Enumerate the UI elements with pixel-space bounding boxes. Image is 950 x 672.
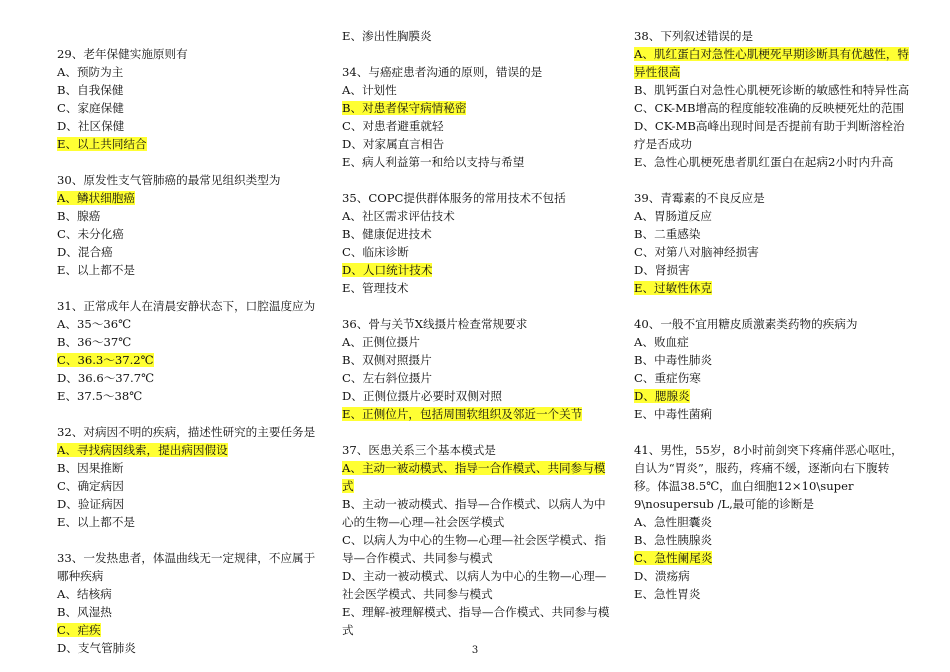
option-d: D、对家属直言相告 [342,137,445,151]
option-c: C、家庭保健 [57,101,124,115]
option-c: C、CK-MB增高的程度能较准确的反映梗死灶的范围 [634,101,905,115]
option-e: E、以上都不是 [57,263,136,277]
option-e: E、37.5～38℃ [57,389,143,403]
question-title: 38、下列叙述错误的是 [634,29,754,43]
option-a: A、急性胆囊炎 [634,515,712,529]
option-b: B、二重感染 [634,227,701,241]
question-41 [634,441,912,603]
option-e-answer [57,135,319,153]
question-31 [57,297,319,405]
answer-highlight: D、腮腺炎 [634,389,690,403]
option-c-answer [57,621,319,639]
option-b: B、腺癌 [57,209,101,223]
option-e: E、急性心肌梗死患者肌红蛋白在起病2小时内升高 [634,155,894,169]
option-d: D、社区保健 [57,119,125,133]
question-37 [342,441,617,639]
option-a-answer [634,45,912,81]
option-b: B、自我保健 [57,83,124,97]
question-title: 40、一般不宜用糖皮质激素类药物的疾病为 [634,317,858,331]
question-34 [342,63,617,171]
option-b: B、36～37℃ [57,335,132,349]
answer-highlight: A、肌红蛋白对急性心肌梗死早期诊断具有优越性，特异性很高 [634,47,910,79]
answer-highlight: C、36.3～37.2℃ [57,353,154,367]
option-c: C、重症伤寒 [634,371,701,385]
option-a: A、社区需求评估技术 [342,209,455,223]
option-d-answer [634,387,912,405]
option-d: D、混合癌 [57,245,113,259]
option-e: E、渗出性胸膜炎 [342,29,432,43]
column-3 [634,27,912,603]
option-d: D、支气管肺炎 [57,641,136,655]
question-title: 29、老年保健实施原则有 [57,47,188,61]
question-title: 35、COPC提供群体服务的常用技术不包括 [342,191,566,205]
question-35 [342,189,617,297]
option-d: D、主动一被动模式、以病人为中心的生物—心理—社会医学模式、共同参与模式 [342,569,607,601]
question-32 [57,423,319,531]
question-title: 33、一发热患者，体温曲线无一定规律，不应属于哪种疾病 [57,551,316,583]
option-c-answer [634,549,912,567]
option-a-answer [342,459,617,495]
option-c: C、确定病因 [57,479,124,493]
question-38 [634,27,912,171]
question-29 [57,45,319,153]
option-c-answer [57,351,319,369]
column-1 [57,45,319,657]
option-c: C、对第八对脑神经损害 [634,245,759,259]
option-c: C、对患者避重就轻 [342,119,444,133]
question-title: 31、正常成年人在清晨安静状态下，口腔温度应为 [57,299,316,313]
question-33 [57,549,319,657]
option-e-answer [634,279,912,297]
option-a: A、正侧位摄片 [342,335,420,349]
question-title: 39、青霉素的不良反应是 [634,191,765,205]
option-a-answer [57,189,319,207]
option-d: D、CK-MB高峰出现时间是否提前有助于判断溶栓治疗是否成功 [634,119,905,151]
option-b: B、急性胰腺炎 [634,533,713,547]
answer-highlight: A、主动一被动模式、指导一合作模式、共同参与模式 [342,461,606,493]
question-title: 34、与癌症患者沟通的原则，错误的是 [342,65,543,79]
question-30 [57,171,319,279]
option-a-answer [57,441,319,459]
option-a: A、败血症 [634,335,689,349]
option-a: A、35～36℃ [57,317,132,331]
page-number: 3 [471,645,479,656]
answer-highlight: C、疟疾 [57,623,101,637]
option-e: E、管理技术 [342,281,409,295]
answer-highlight: E、以上共同结合 [57,137,147,151]
question-40 [634,315,912,423]
question-title: 41、男性，55岁，8小时前剑突下疼痛伴恶心呕吐，自认为“胃炎”，服药，疼痛不缓，逐渐向右下腹转移。体温38.5℃，血白细胞12×10\super 9\nosupersub /L,最可能的诊断是 [634,443,903,511]
answer-highlight: A、寻找病因线索，提出病因假设 [57,443,228,457]
option-b: B、因果推断 [57,461,124,475]
question-title: 30、原发性支气管肺癌的最常见组织类型为 [57,173,281,187]
option-e: E、病人利益第一和给以支持与希望 [342,155,525,169]
option-a: A、结核病 [57,587,112,601]
option-c: C、临床诊断 [342,245,409,259]
option-d: D、正侧位摄片必要时双侧对照 [342,389,503,403]
option-c: C、左右斜位摄片 [342,371,433,385]
option-e: E、急性胃炎 [634,587,701,601]
option-d: D、肾损害 [634,263,690,277]
option-d: D、验证病因 [57,497,125,511]
option-b: B、肌钙蛋白对急性心肌梗死诊断的敏感性和特异性高 [634,83,910,97]
option-d: D、溃疡病 [634,569,690,583]
option-e-answer [342,405,617,423]
option-c: C、未分化癌 [57,227,124,241]
option-c: C、以病人为中心的生物—心理—社会医学模式、指导—合作模式、共同参与模式 [342,533,606,565]
option-b-answer [342,99,617,117]
question-title: 32、对病因不明的疾病，描述性研究的主要任务是 [57,425,316,439]
option-b: B、主动一被动模式、指导—合作模式、以病人为中心的生物—心理—社会医学模式 [342,497,606,529]
question-39 [634,189,912,297]
option-b: B、风湿热 [57,605,112,619]
option-a: A、预防为主 [57,65,124,79]
option-e: E、理解-被理解模式、指导—合作模式、共同参与模式 [342,605,610,637]
option-e: E、以上都不是 [57,515,136,529]
option-b: B、双侧对照摄片 [342,353,432,367]
option-d-answer [342,261,617,279]
option-a: A、胃肠道反应 [634,209,712,223]
question-33-continued [342,27,617,45]
answer-highlight: D、人口统计技术 [342,263,433,277]
option-a: A、计划性 [342,83,397,97]
answer-highlight: B、对患者保守病情秘密 [342,101,467,115]
option-b: B、健康促进技术 [342,227,432,241]
option-b: B、中毒性肺炎 [634,353,713,367]
option-e: E、中毒性菌痢 [634,407,713,421]
answer-highlight: E、正侧位片，包括周围软组织及邻近一个关节 [342,407,583,421]
answer-highlight: A、鳞状细胞癌 [57,191,135,205]
question-36 [342,315,617,423]
question-title: 37、医患关系三个基本模式是 [342,443,496,457]
question-title: 36、骨与关节X线摄片检查常规要求 [342,317,528,331]
answer-highlight: E、过敏性休克 [634,281,713,295]
answer-highlight: C、急性阑尾炎 [634,551,713,565]
column-2 [342,27,617,639]
option-d: D、36.6～37.7℃ [57,371,155,385]
